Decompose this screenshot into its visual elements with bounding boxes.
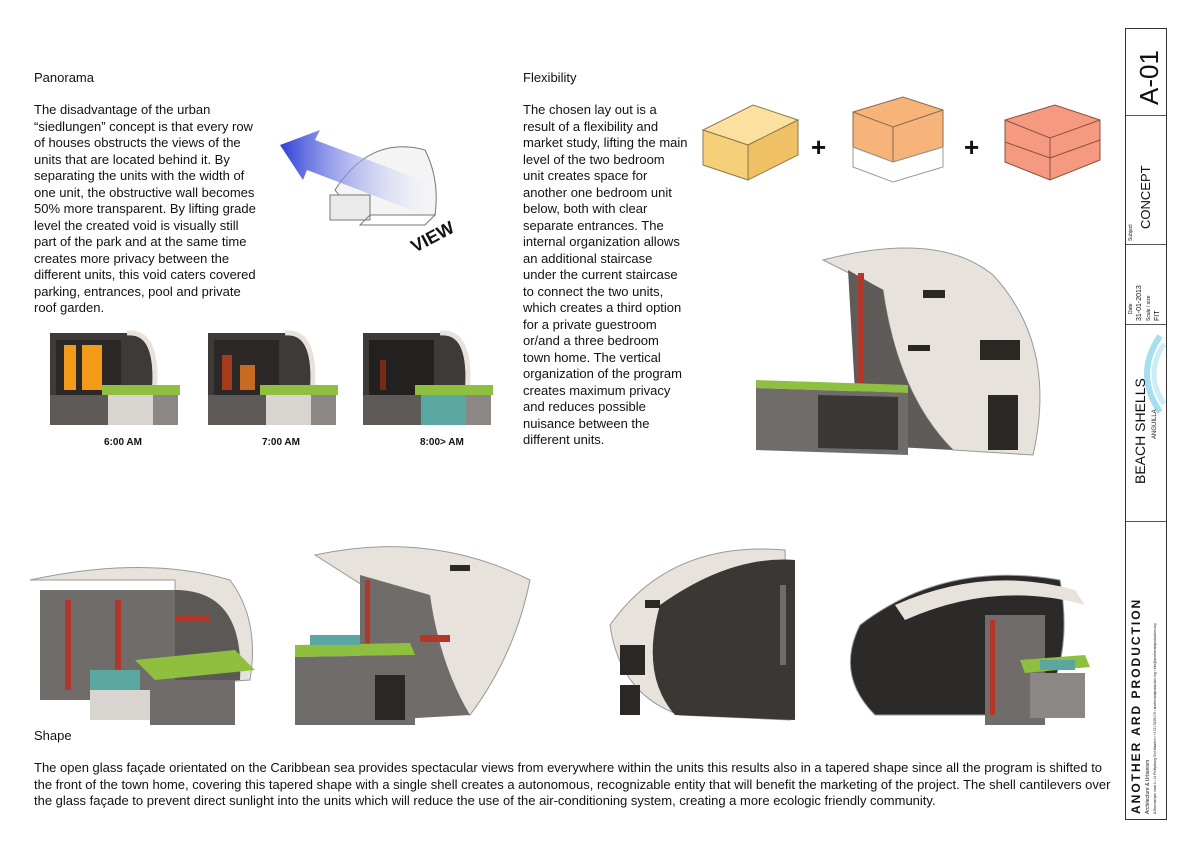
subject-value: CONCEPT xyxy=(1138,165,1153,229)
render-8am xyxy=(355,325,495,425)
render-7am xyxy=(200,325,340,425)
shape-heading: Shape xyxy=(34,728,72,743)
shape-render-3 xyxy=(600,545,810,725)
block-volume-two xyxy=(848,92,958,182)
date-label: Date xyxy=(1128,303,1134,314)
render-6am xyxy=(42,325,182,425)
block-volume-one xyxy=(698,100,808,190)
view-label: VIEW xyxy=(407,217,458,257)
shape-render-2 xyxy=(290,535,530,725)
firm-address: A.Runnaerpier road 4 • 14 Phillipsburg Sint Maarten • +1721 5220170 • anotherardproduction.org • info@anotherardproduction.org xyxy=(1153,623,1157,814)
firm-subtitle: Architecture & Urbanism xyxy=(1145,759,1151,814)
scale-value: FIT xyxy=(1154,310,1161,321)
plus-sign-2: + xyxy=(964,132,980,162)
time-label-8am: 8:00> AM xyxy=(420,437,464,448)
shape-body: The open glass façade orientated on the Caribbean sea provides spectacular views from everywhere within the units this results also in a tapered shape since all the program is shifted to the front of the town home, covering this tapered shape with a single shell creates a autonomous, recognizable entity that will benefit the marketing of the project. The shell cantilevers over the glass façade to prevent direct sunlight into the units which will reduce the use of the air-conditioning system, creating a more ecologic friendly community. xyxy=(34,760,1111,808)
sheet-number: A-01 xyxy=(1134,50,1164,105)
flexibility-heading: Flexibility xyxy=(523,70,577,85)
view-arrow-diagram xyxy=(275,125,495,265)
shape-render-1 xyxy=(25,560,265,730)
plus-sign-1: + xyxy=(811,132,827,162)
panorama-heading: Panorama xyxy=(34,70,94,85)
project-location: ANGUILLA xyxy=(1152,409,1158,439)
title-block xyxy=(1125,28,1167,820)
large-cutaway-render xyxy=(748,245,1068,465)
time-label-7am: 7:00 AM xyxy=(262,437,300,448)
project-name: BEACH SHELLS xyxy=(1132,378,1148,484)
panorama-body: The disadvantage of the urban “siedlungen” concept is that every row of houses obstructs the views of the units that are located behind it. By separating the units with the width of one unit, the obstructive wall becomes 50% more transparent. By lifting grade level the created void is visually still part of the park and at the same time creates more privacy between the different units, this void caters covered parking, entrances, pool and private roof garden. xyxy=(34,102,256,315)
block-volume-three xyxy=(1000,100,1110,190)
date-value: 31-01-2013 xyxy=(1136,285,1143,321)
flexibility-body: The chosen lay out is a result of a flexibility and market study, lifting the main level of the two bedroom unit creates space for another one bedroom unit below, both with clear separate entrances. The internal organization allows an additional staircase under the current staircase to connect the two units, which creates a third option for a private guestroom or/and a three bedroom town home. The vertical organization of the program creates maximum privacy and reduces possible nuisance between the different units. xyxy=(523,102,688,447)
shape-render-4 xyxy=(835,565,1095,740)
subject-label: Subject xyxy=(1128,224,1134,241)
scale-label: Scale / size xyxy=(1146,295,1152,321)
firm-name: ANOTHER ARD PRODUCTION xyxy=(1129,597,1143,814)
time-label-6am: 6:00 AM xyxy=(104,437,142,448)
